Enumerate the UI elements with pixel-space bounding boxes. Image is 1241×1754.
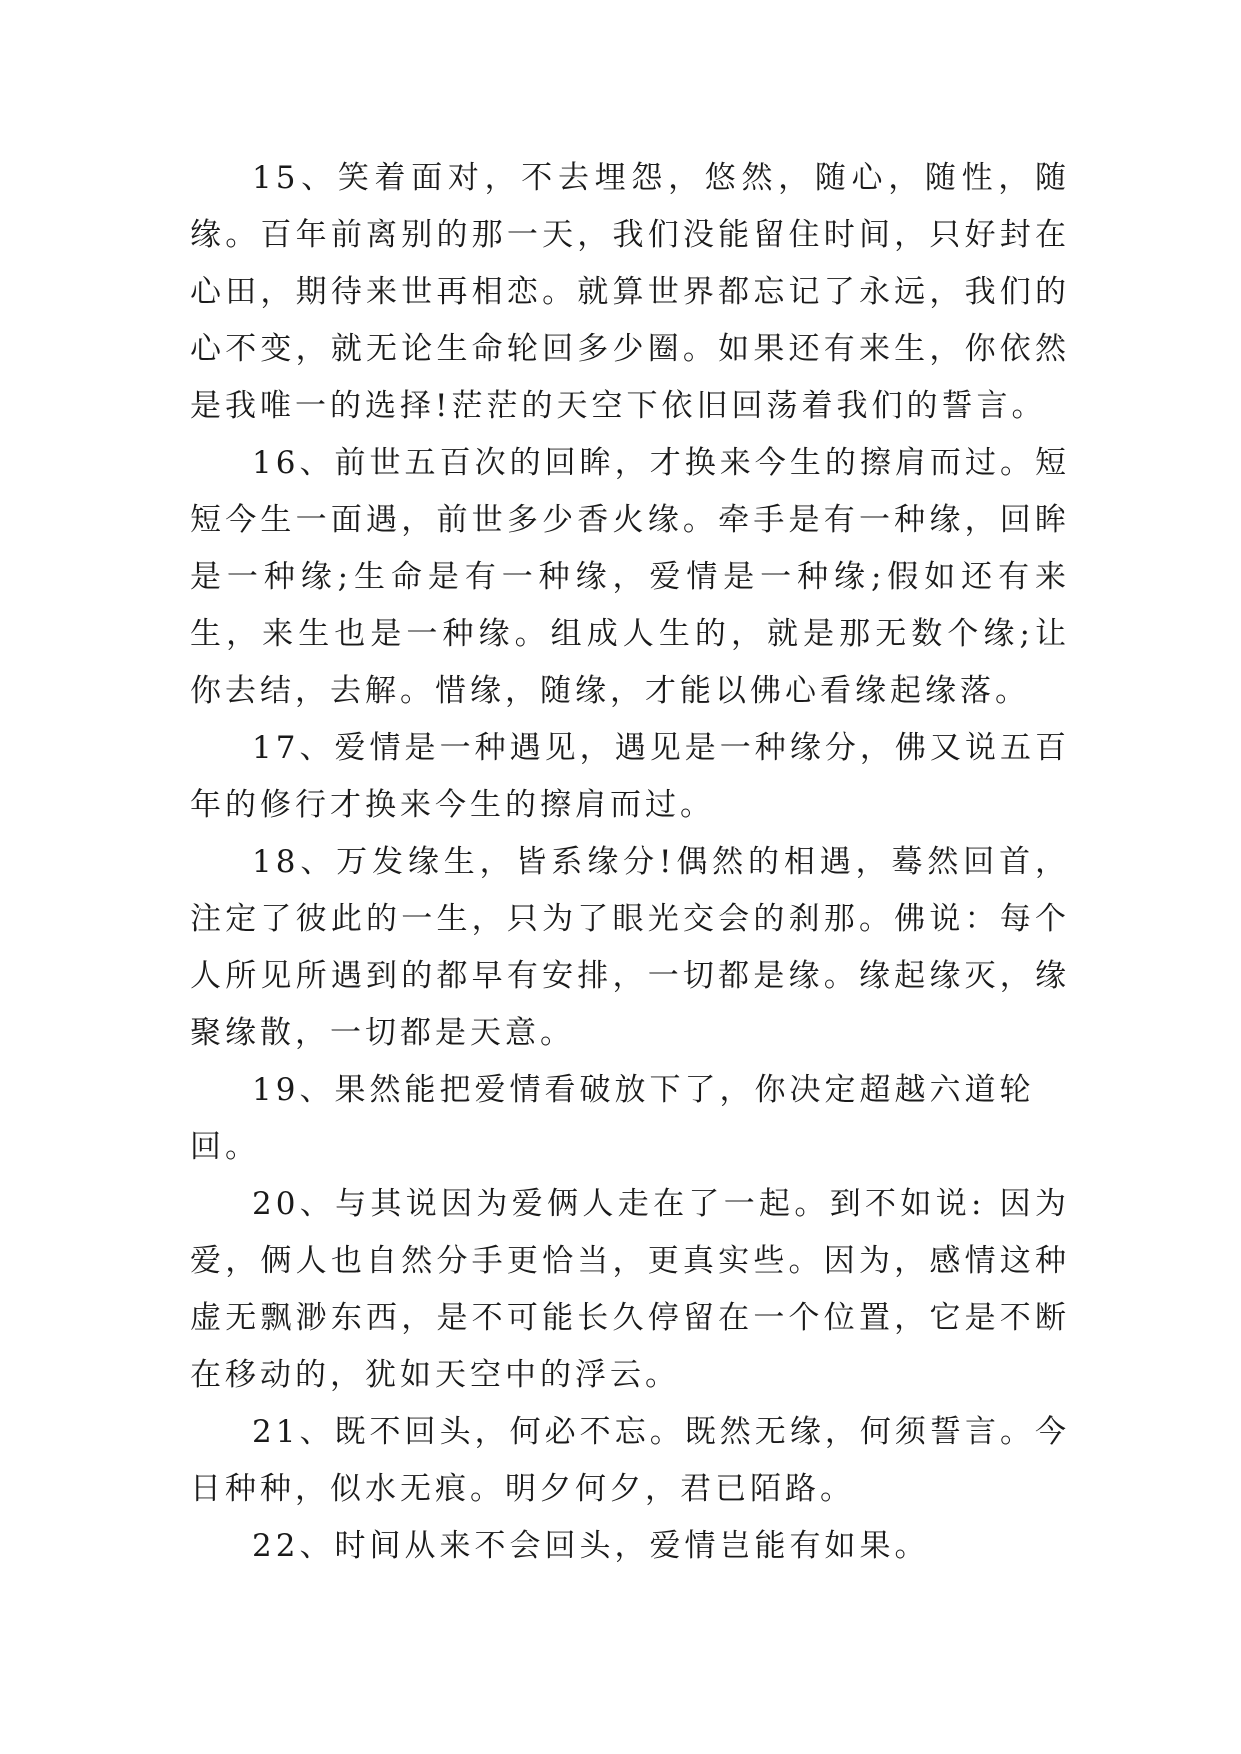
paragraph-15: 15、笑着面对，不去埋怨，悠然，随心，随性，随缘。百年前离别的那一天，我们没能留住时间，只好封在心田，期待来世再相恋。就算世界都忘记了永远，我们的心不变，就无论生命轮回多少圈。如果还有来生，你依然是我唯一的选择!茫茫的天空下依旧回荡着我们的誓言。: [190, 160, 1070, 424]
paragraph-19: 19、果然能把爱情看破放下了，你决定超越六道轮回。: [190, 1072, 1035, 1165]
paragraph-21: 21、既不回头，何必不忘。既然无缘，何须誓言。今日种种，似水无痕。明夕何夕，君已陌路。: [190, 1414, 1070, 1507]
paragraph-20: 20、与其说因为爱俩人走在了一起。到不如说: 因为爱，俩人也自然分手更恰当，更真实些。因为，感情这种虚无飘渺东西，是不可能长久停留在一个位置，它是不断在移动的，犹如天空中的浮云。: [190, 1186, 1070, 1393]
paragraph-17: 17、爱情是一种遇见，遇见是一种缘分，佛又说五百年的修行才换来今生的擦肩而过。: [190, 730, 1070, 823]
document-body: [190, 150, 1070, 1575]
paragraph-22: 22、时间从来不会回头，爱情岂能有如果。: [252, 1528, 930, 1564]
paragraph-18: 18、万发缘生，皆系缘分!偶然的相遇，蓦然回首，注定了彼此的一生，只为了眼光交会的刹那。佛说：每个人所见所遇到的都早有安排，一切都是缘。缘起缘灭，缘聚缘散，一切都是天意。: [190, 844, 1070, 1051]
paragraph-16: 16、前世五百次的回眸，才换来今生的擦肩而过。短短今生一面遇，前世多少香火缘。牵手是有一种缘，回眸是一种缘;生命是有一种缘，爱情是一种缘;假如还有来生，来生也是一种缘。组成人生的，就是那无数个缘;让你去结，去解。惜缘，随缘，才能以佛心看缘起缘落。: [190, 445, 1070, 709]
